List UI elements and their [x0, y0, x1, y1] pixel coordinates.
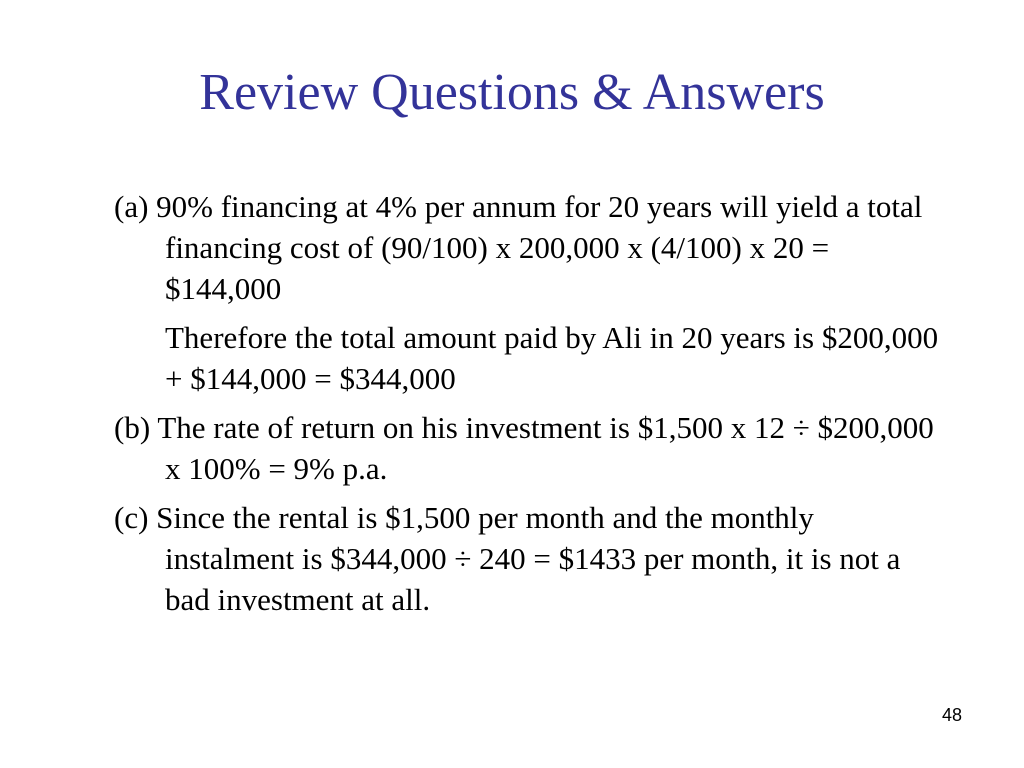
slide-title: Review Questions & Answers	[199, 64, 825, 121]
slide-body	[114, 186, 944, 628]
answer-c-paragraph: (c) Since the rental is $1,500 per month and the monthly instalment is $344,000 ÷ 240 = $1433 per month, it is not a bad investment at all.	[114, 500, 901, 617]
answer-b-paragraph: (b) The rate of return on his investment is $1,500 x 12 ÷ $200,000 x 100% = 9% p.a.	[114, 410, 934, 486]
answer-a-paragraph: (a) 90% financing at 4% per annum for 20 years will yield a total financing cost of (90/100) x 200,000 x (4/100) x 20 = $144,000	[114, 189, 923, 306]
page-number: 48	[941, 705, 962, 725]
answer-a-continuation-paragraph: Therefore the total amount paid by Ali in 20 years is $200,000 + $144,000 = $344,000	[165, 320, 939, 396]
